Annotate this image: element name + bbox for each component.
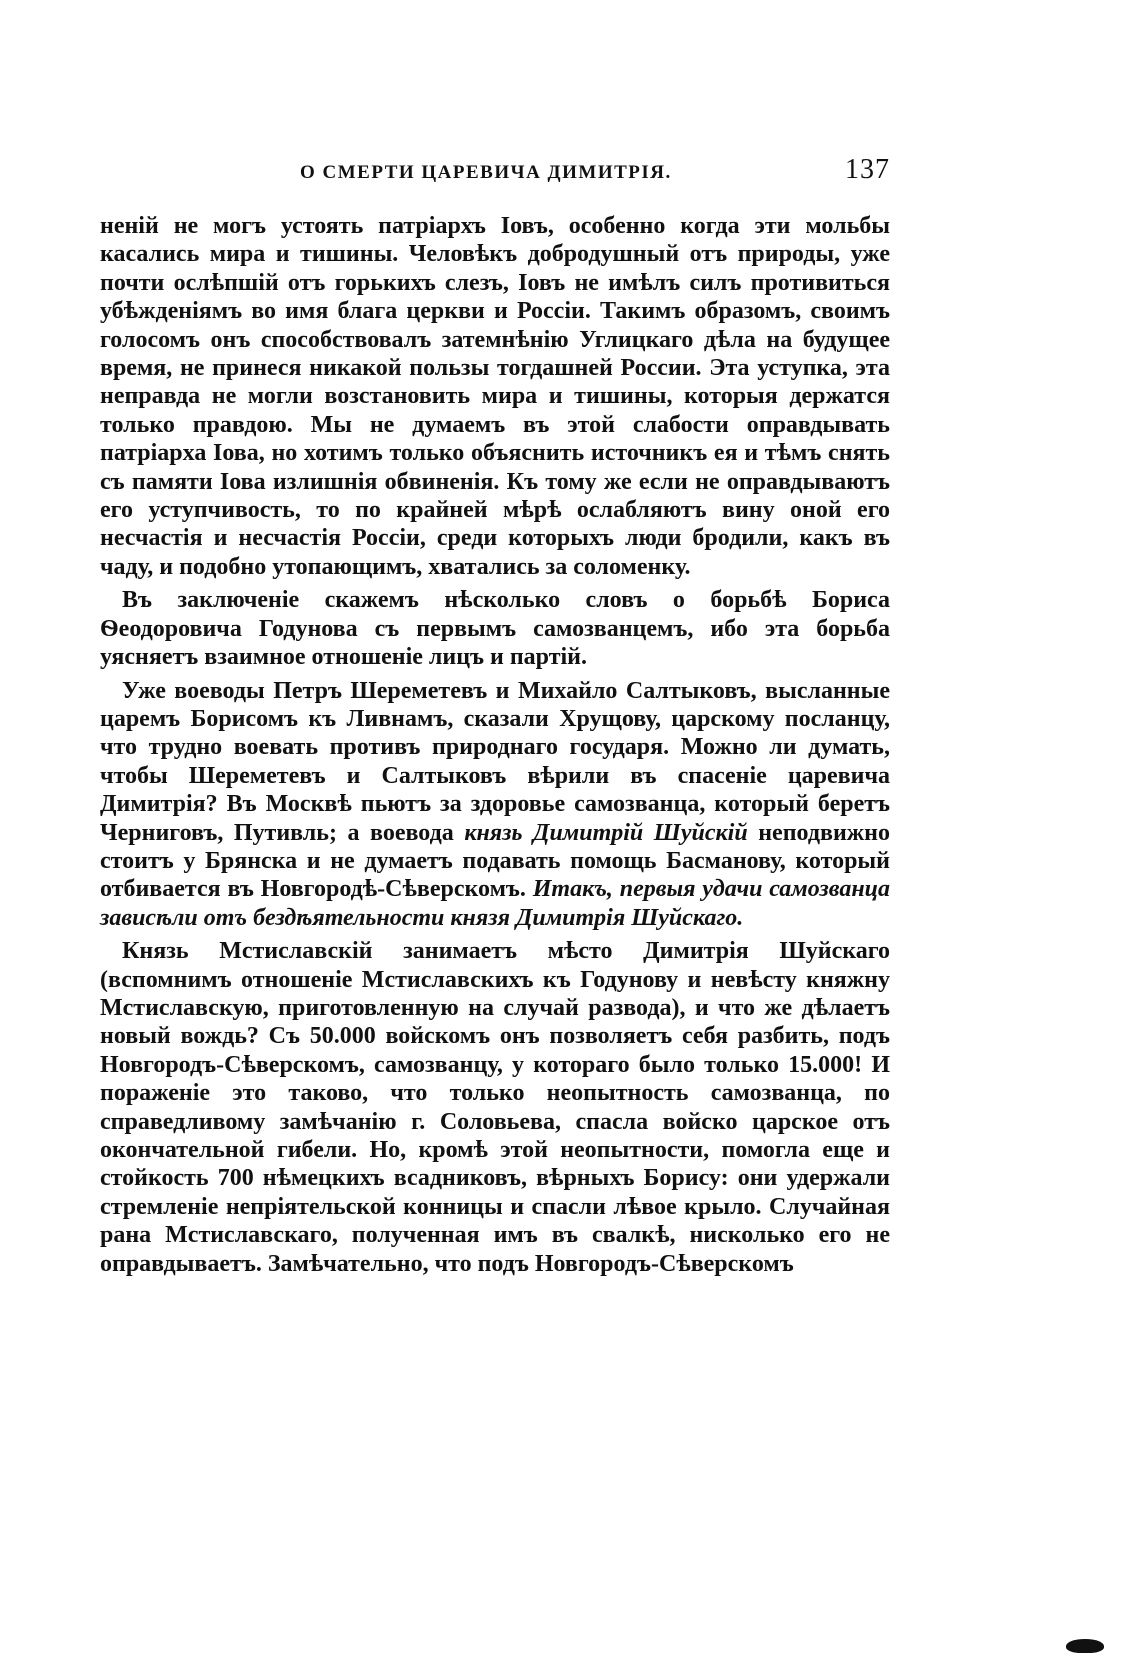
running-header [230, 154, 890, 190]
ink-blot [1066, 1639, 1104, 1653]
paragraph-voevody-text-1: Уже воеводы Петръ Шереметевъ и Михайло Салтыковъ, высланные царемъ Борисомъ къ Ливнамъ, сказали Хрущову, царскому посланцу, что трудно воевать противъ природнаго государя. Можно ли думать, чтобы Шереметевъ и Салтыковъ вѣрили въ спасеніе царевича Димитрія? Въ Москвѣ пьютъ за здоровье самозванца, который беретъ Черниговъ, Путивль; а воевода [100, 677, 890, 846]
paragraph-voevody-text-2: неподвижно стоитъ у Брянска и не думаетъ подавать помощь Басманову, который отбивается въ Новгородѣ-Сѣверскомъ. [100, 819, 890, 903]
paragraph-continuation: ненiй не могъ устоять патріархъ Іовъ, особенно когда эти мольбы касались мира и тишины. Человѣкъ добродушный отъ природы, уже почти ослѣпшій отъ горькихъ слезъ, Іовъ не имѣлъ силъ противиться убѣжденіямъ во имя блага церкви и Россіи. Такимъ образомъ, своимъ голосомъ онъ способствовалъ затемнѣнію Углицкаго дѣла на будущее время, не принеся никакой пользы тогдашней России. Эта уступка, эта неправда не могли возстановить мира и тишины, которыя держатся только правдою. Мы не думаемъ въ этой слабости оправдывать патріарха Іова, но хотимъ только объяснить источникъ ея и тѣмъ снять съ памяти Іова излишнія обвиненія. Къ тому же если не оправдываютъ его уступчивость, то по крайней мѣрѣ ослабляютъ вину оной его несчастія и несчастія Россіи, среди которыхъ люди бродили, какъ въ чаду, и подобно утопающимъ, хватались за соломенку. [100, 213, 890, 580]
paragraph-conclusion: Въ заключеніе скажемъ нѣсколько словъ о борьбѣ Бориса Ѳеодоровича Годунова съ первымъ самозванцемъ, ибо эта борьба уясняетъ взаимное отношеніе лицъ и партій. [100, 587, 890, 671]
header-title: О СМЕРТИ ЦАРЕВИЧА ДИМИТРІЯ. [300, 162, 672, 183]
body-text [100, 212, 890, 1278]
paragraph-voevody-italic-1: князь Димитрій Шуйскій [464, 819, 748, 846]
paragraph-voevody-italic-2: Итакъ, первыя удачи самозванца зависѣли отъ бездѣятельности князя Димитрія Шуйскаго. [100, 876, 890, 931]
paragraph-voevody [100, 677, 890, 933]
paragraph-mstislavsky: Князь Мстиславскій занимаетъ мѣсто Димитрія Шуйскаго (вспомнимъ отношеніе Мстиславскихъ къ Годунову и невѣсту княжну Мстиславскую, приготовленную на случай развода), и что же дѣлаетъ новый вождь? Съ 50.000 войскомъ онъ позволяетъ себя разбить, подъ Новгородъ-Сѣверскомъ, самозванцу, у котораго было только 15.000! И пораженіе это таково, что только неопытность самозванца, по справедливому замѣчанію г. Соловьева, спасла войско царское отъ окончательной гибели. Но, кромѣ этой неопытности, помогла еще и стойкость 700 нѣмецкихъ всадниковъ, вѣрныхъ Борису: они удержали стремленіе непріятельской конницы и спасли лѣвое крыло. Случайная рана Мстиславскаго, полученная имъ въ свалкѣ, нисколько его не оправдываетъ. Замѣчательно, что подъ Новгородъ-Сѣверскомъ [100, 938, 890, 1277]
page-number: 137 [845, 154, 890, 185]
